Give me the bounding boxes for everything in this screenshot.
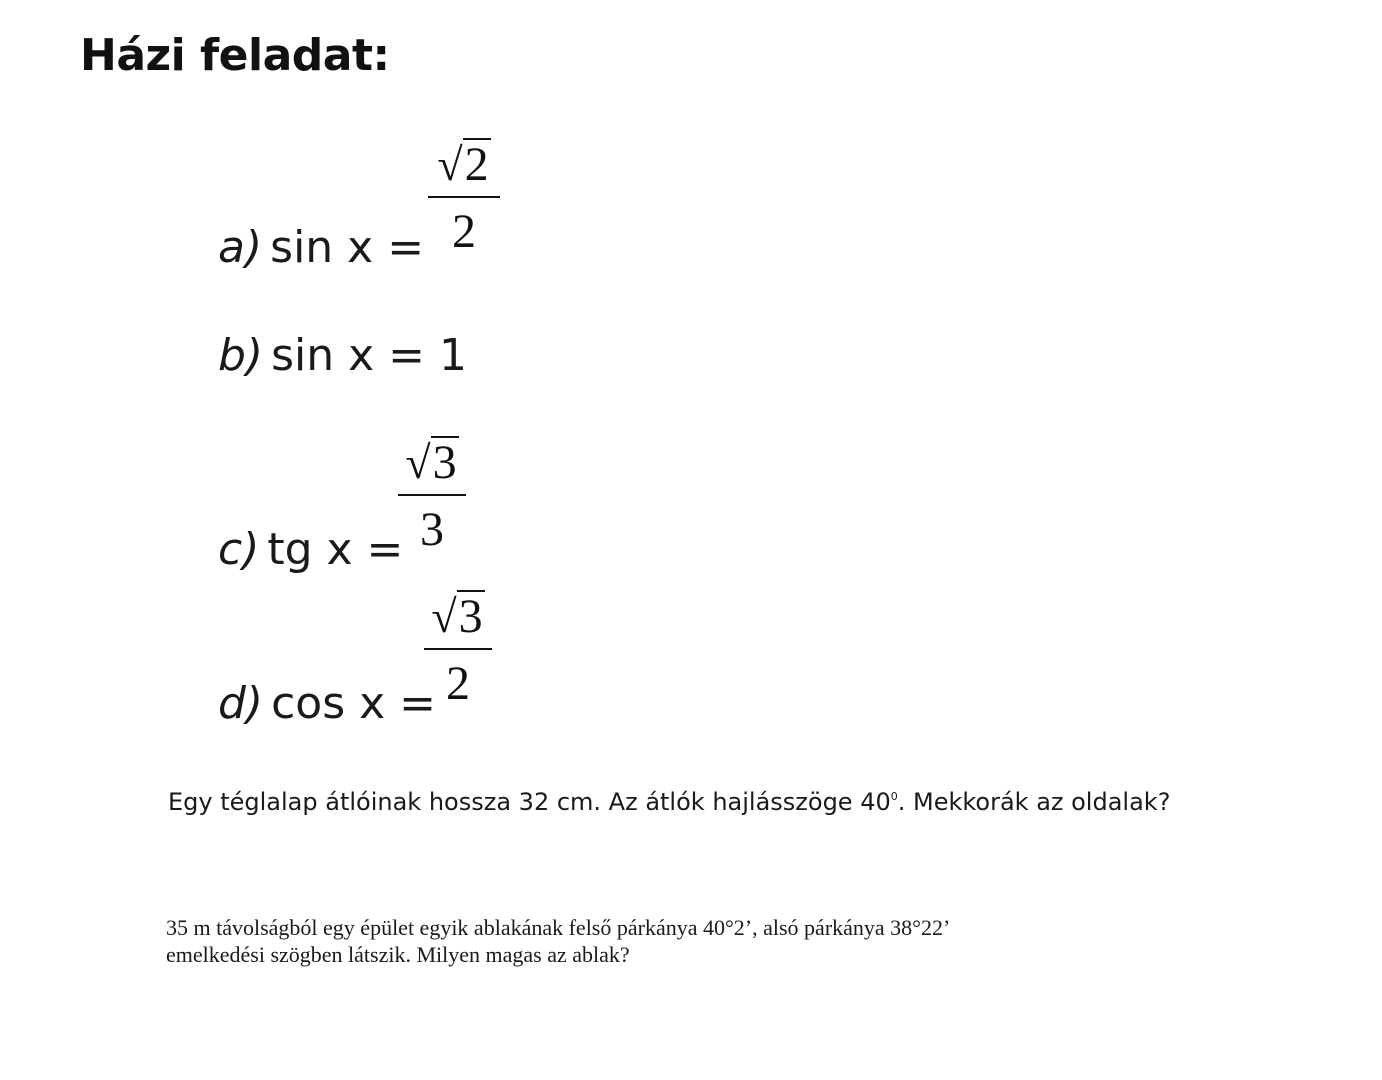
equation-label: b) xyxy=(218,330,264,381)
fraction-c xyxy=(398,436,466,557)
fraction-denominator: 2 xyxy=(446,657,470,711)
fraction-d xyxy=(424,590,492,711)
radicand: 3 xyxy=(432,436,457,489)
fraction-denominator: 2 xyxy=(452,205,476,259)
sqrt-icon: √ xyxy=(405,437,431,488)
equation-label: d) xyxy=(218,678,264,729)
problem-window-height xyxy=(166,914,1146,968)
sqrt-icon: √ xyxy=(437,139,463,190)
page-title: Házi feladat: xyxy=(80,30,390,81)
equation-c xyxy=(218,524,403,575)
fraction-a xyxy=(428,138,500,259)
problem-rectangle-diagonals xyxy=(168,788,1170,816)
fraction-numerator xyxy=(424,590,492,648)
problem-line-2: emelkedési szögben látszik. Milyen magas az ablak? xyxy=(166,942,630,967)
radicand: 2 xyxy=(464,138,489,191)
fraction-numerator xyxy=(428,138,500,196)
radicand: 3 xyxy=(458,590,483,643)
equation-label: a) xyxy=(218,222,263,273)
sqrt-icon: √ xyxy=(431,591,457,642)
degree-mark: 0 xyxy=(890,790,898,803)
equation-lhs: tg x = xyxy=(267,524,404,575)
equation-b xyxy=(218,330,467,381)
equation-a xyxy=(218,222,424,273)
fraction-denominator: 3 xyxy=(420,503,444,557)
problem-text: Egy téglalap átlóinak hossza 32 cm. Az átlók hajlásszöge 40 xyxy=(168,788,891,816)
problem-line-1: 35 m távolságból egy épület egyik ablakának felső párkánya 40°2’, alsó párkánya 38°22’ xyxy=(166,915,951,940)
equation-label: c) xyxy=(218,524,260,575)
equation-lhs: cos x = xyxy=(271,678,437,729)
problem-text-end: . Mekkorák az oldalak? xyxy=(897,788,1171,816)
equation-d xyxy=(218,678,436,729)
equation-lhs: sin x = xyxy=(270,222,425,273)
fraction-numerator xyxy=(398,436,466,494)
equation-lhs: sin x = 1 xyxy=(271,330,468,381)
